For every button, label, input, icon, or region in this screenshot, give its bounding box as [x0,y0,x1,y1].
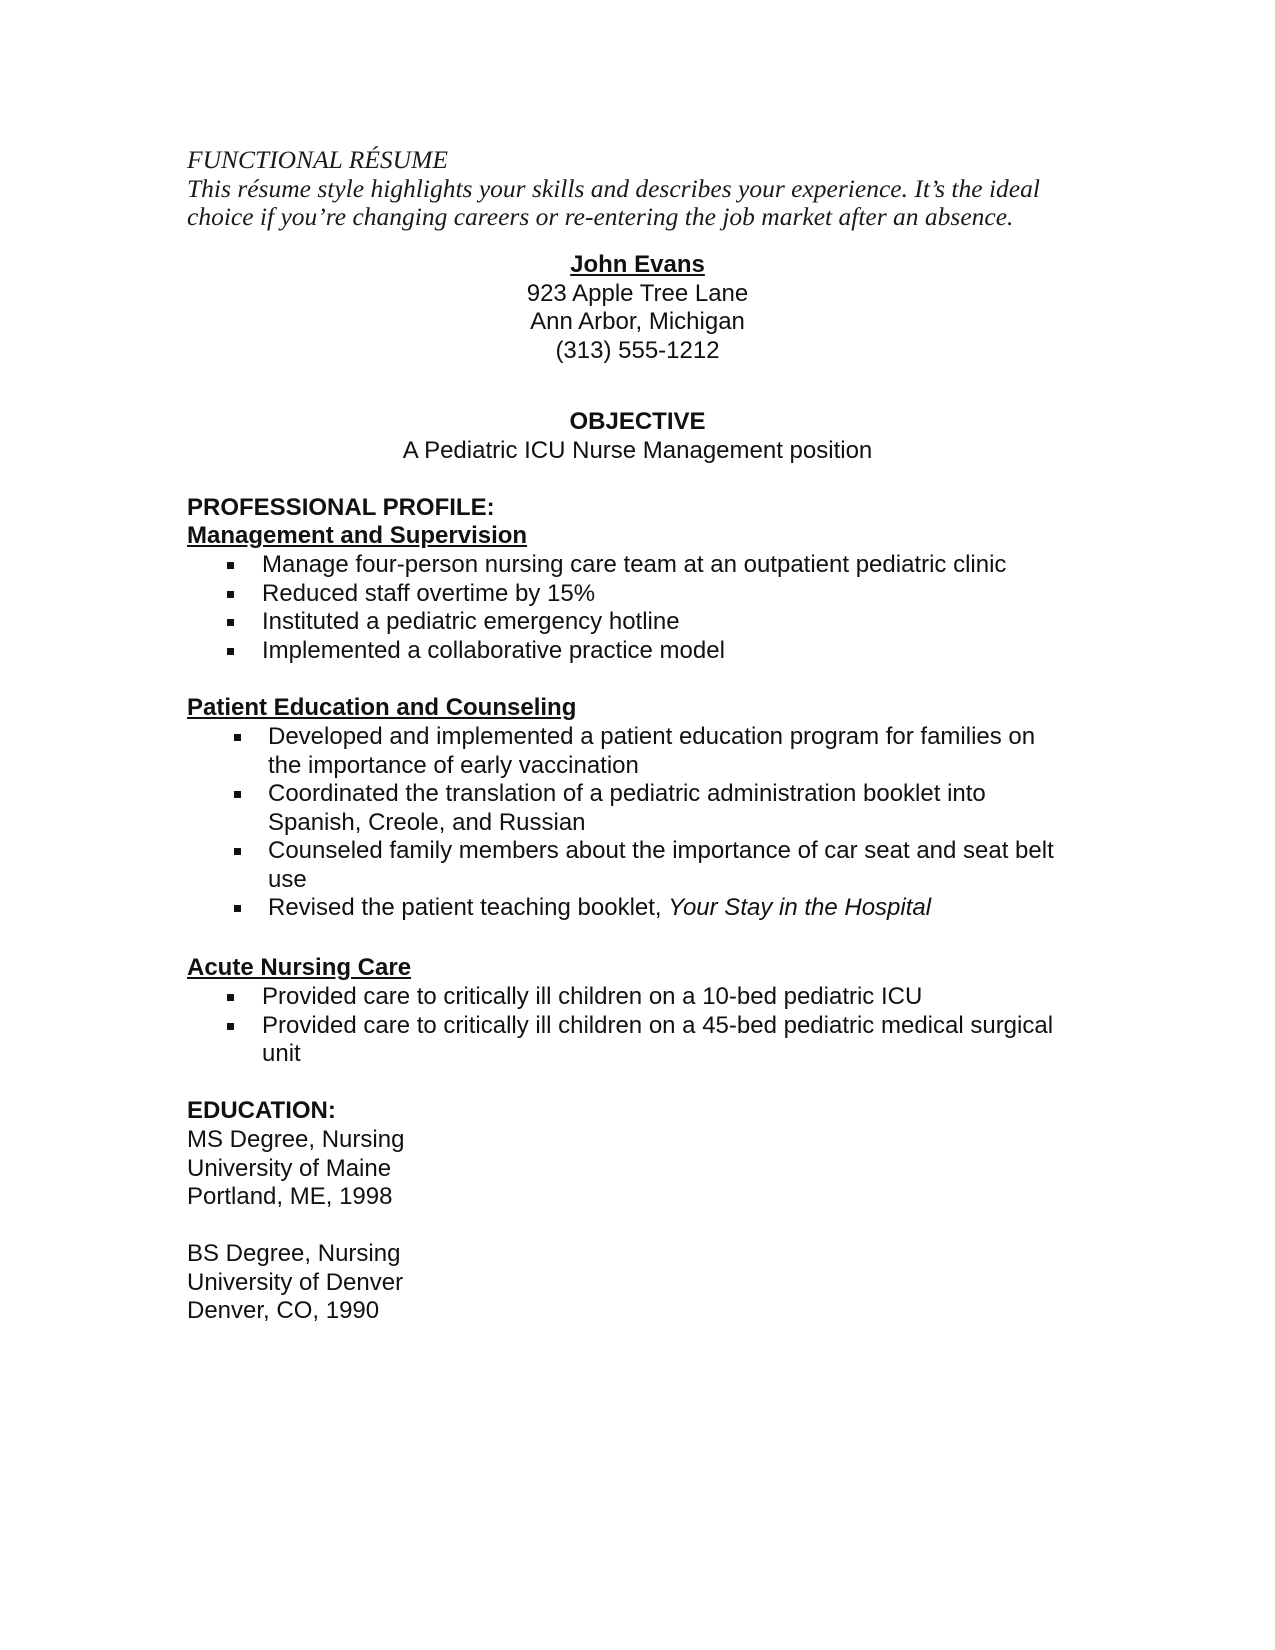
bullet-icon [227,994,234,1001]
education-entry-2 [187,1240,403,1326]
intro-line-1: This résume style highlights your skills and describes your experience. It’s the ideal [187,173,1040,203]
education-entry-1 [187,1126,404,1212]
objective-text: A Pediatric ICU Nurse Management position [402,436,873,464]
degree: MS Degree, Nursing [187,1126,405,1153]
contact-block [0,251,1275,365]
booklet-title: Your Stay in the Hospital [668,894,932,921]
profile-heading: PROFESSIONAL PROFILE: [187,494,495,521]
education-heading: EDUCATION: [187,1097,336,1124]
list-item: Coordinated the translation of a pediatric administration booklet into [268,780,1054,809]
list-item: Developed and implemented a patient education program for families on [268,723,1054,752]
bullet-icon [234,791,241,798]
acute-care-list [262,983,1053,1069]
list-item: Provided care to critically ill children on a 10-bed pediatric ICU [262,983,1053,1012]
section-title-management: Management and Supervision [187,522,528,549]
bullet-icon [227,1023,234,1030]
management-list [262,551,1006,665]
bullet-icon [234,734,241,741]
objective-heading: OBJECTIVE [569,408,706,435]
location-year: Denver, CO, 1990 [187,1297,380,1324]
list-item-continuation: the importance of early vaccination [268,751,639,779]
school: University of Maine [187,1154,392,1182]
street-address: 923 Apple Tree Lane [526,279,749,307]
intro-note [187,146,1087,232]
list-item: Revised the patient teaching booklet, Your Stay in the Hospital [268,894,1054,923]
bullet-icon [227,591,234,598]
list-item: Manage four-person nursing care team at an outpatient pediatric clinic [262,551,1006,580]
bullet-icon [227,619,234,626]
intro-title: FUNCTIONAL RÉSUME [187,145,448,174]
objective-block [0,408,1275,465]
list-item: Counseled family members about the importance of car seat and seat belt [268,837,1054,866]
bullet-icon [227,562,234,569]
city-state: Ann Arbor, Michigan [530,308,745,335]
bullet-icon [234,905,241,912]
patient-education-list [268,723,1054,923]
bullet-icon [227,648,234,655]
list-item-continuation: unit [262,1040,301,1067]
list-item: Reduced staff overtime by 15% [262,580,1006,609]
list-item-continuation: use [268,865,307,893]
degree: BS Degree, Nursing [187,1240,401,1267]
bullet-icon [234,848,241,855]
intro-line-2: choice if you’re changing careers or re-entering the job market after an absence. [187,202,1014,231]
candidate-name: John Evans [570,251,705,278]
list-item: Instituted a pediatric emergency hotline [262,608,1006,637]
section-title-patient-education: Patient Education and Counseling [187,694,577,721]
list-item-continuation: Spanish, Creole, and Russian [268,808,586,836]
school: University of Denver [187,1268,404,1296]
list-item: Implemented a collaborative practice model [262,637,1006,666]
section-title-acute-care: Acute Nursing Care [187,954,412,981]
list-item: Provided care to critically ill children on a 45-bed pediatric medical surgical [262,1012,1053,1041]
location-year: Portland, ME, 1998 [187,1183,393,1210]
phone-number: (313) 555-1212 [555,336,720,364]
